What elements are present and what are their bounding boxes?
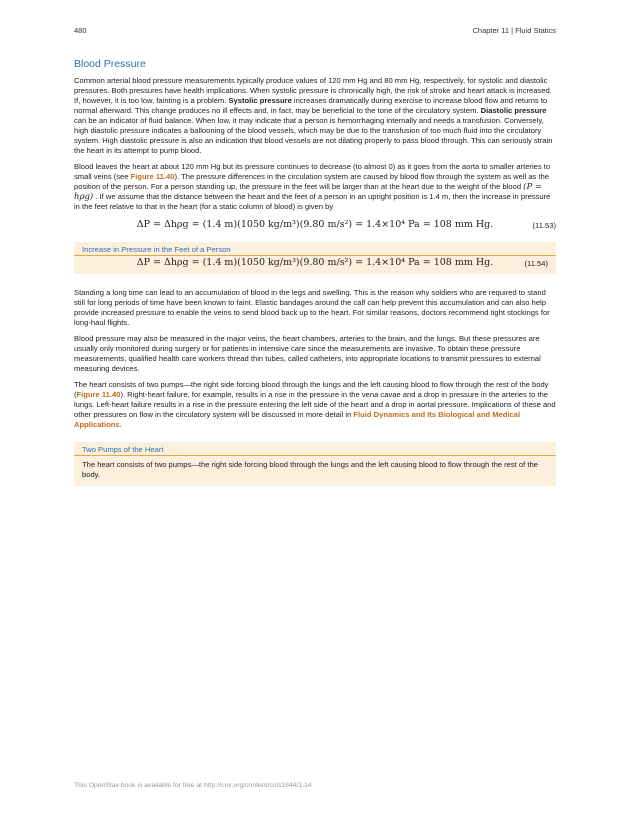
term-diastolic-pressure: Diastolic pressure [480, 106, 547, 115]
figure-link[interactable]: Figure 11.40 [76, 390, 121, 399]
text-span: Blood leaves the heart at about 120 mm Hg but its pressure continues to decrease (to almost 0) as it goes from the aorta to smaller arteries to small veins (see [74, 162, 551, 181]
inline-math: (P = hρg) [74, 182, 543, 202]
term-systolic-pressure: Systolic pressure [228, 96, 292, 105]
paragraph-two-pumps [74, 380, 556, 430]
figure-link[interactable]: Figure 11.40 [130, 172, 175, 181]
text-span: . [119, 420, 122, 429]
example-box [74, 242, 556, 274]
box-title: Increase in Pressure in the Feet of a Person [74, 242, 556, 256]
box-text: The heart consists of two pumps—the right side forcing blood through the lungs and the left causing blood to flow through the rest of the body. [82, 460, 538, 479]
main-content [74, 58, 556, 494]
paragraph-blood-flow [74, 162, 556, 212]
text-span: can be an indicator of fluid balance. When low, it may indicate that a person is hemorrhaging internally and needs a transfusion. Conversely, high diastolic pressure indicates a ballooning of the blood vessels, which may be due to the transfusion of too much fluid into the circulatory system. High diastolic pressure is also an indication that blood vessels are not dilating properly to pass blood through. This can seriously strain the heart in its attempt to pump blood. [74, 116, 553, 155]
text-span: Common arterial blood pressure measurements typically produce values of 120 mm Hg and 80 mm Hg, respectively, for systolic and diastolic pressures. Both pressures have health implications. When systolic pressure is chronically high, the risk of stroke and heart attack is increased. If, however, it is too low, fainting is a problem. [74, 76, 552, 105]
section-title: Blood Pressure [74, 58, 146, 70]
equation-expression: ΔP = Δhρg = (1.4 m)(1050 kg/m³)(9.80 m/s²) = 1.4×10⁴ Pa = 108 mm Hg. [136, 257, 494, 268]
summary-box [74, 442, 556, 486]
chapter-link[interactable]: Fluid Dynamics and Its Biological and Medical Applications [74, 410, 521, 429]
text-span: The heart consists of two pumps—the right side forcing blood through the lungs and the left causing blood to flow through the rest of the body ( [74, 380, 549, 399]
chapter-title: Chapter 11 | Fluid Statics [472, 26, 556, 35]
page-number: 480 [74, 26, 87, 35]
text-span: . If we assume that the distance between the heart and the feet of a person in an upright position is 1.4 m, then the increase in pressure in the feet relative to that in the heart (for a static column of blood) is given by [74, 192, 551, 211]
equation-11-54 [74, 256, 556, 274]
box-title: Two Pumps of the Heart [74, 442, 556, 456]
text-span: increases dramatically during exercise to increase blood flow and returns to normal afterward. This change produces no ill effects and, in fact, may be beneficial to the tone of the circulatory system. [74, 96, 548, 115]
text-span: ). Right-heart failure, for example, results in a rise in the pressure in the vena cavae and a drop in pressure in the arteries to the lungs. Left-heart failure results in a rise in the pressure entering the left side of the heart and a drop in aortal pressure. Implications of these and other pressures on flow in the circulatory system will be discussed in more detail in [74, 390, 556, 419]
paragraph-standing: Standing a long time can lead to an accumulation of blood in the legs and swelling. This is the reason why soldiers who are required to stand still for long periods of time have been known to faint. Elastic bandages around the calf can help prevent this accumulation and can also help provide increased pressure to enable the veins to send blood back up to the heart. For similar reasons, doctors recommend tight stockings for long-haul flights. [74, 288, 550, 327]
equation-number: (11.53) [532, 221, 556, 230]
paragraph-major-veins: Blood pressure may also be measured in the major veins, the heart chambers, arteries to the brain, and the lungs. But these pressures are usually only monitored during surgery or for patients in intensive care since the measurements are invasive. To obtain these pressure measurements, qualified health care workers thread thin tubes, called catheters, into appropriate locations to transmit pressures to external measuring devices. [74, 334, 541, 373]
equation-expression: ΔP = Δhρg = (1.4 m)(1050 kg/m³)(9.80 m/s²) = 1.4×10⁴ Pa = 108 mm Hg. [136, 219, 494, 230]
paragraph-pressure-types [74, 76, 556, 156]
equation-11-53 [74, 218, 556, 236]
equation-number: (11.54) [524, 259, 548, 268]
text-span: ). The pressure differences in the circulation system are caused by blood flow through the system as well as the position of the person. For a person standing up, the pressure in the feet will be larger than at the heart due to the weight of the blood [74, 172, 550, 191]
footer-note: This OpenStax book is available for free at http://cnx.org/content/col11844/1.14 [74, 782, 312, 789]
